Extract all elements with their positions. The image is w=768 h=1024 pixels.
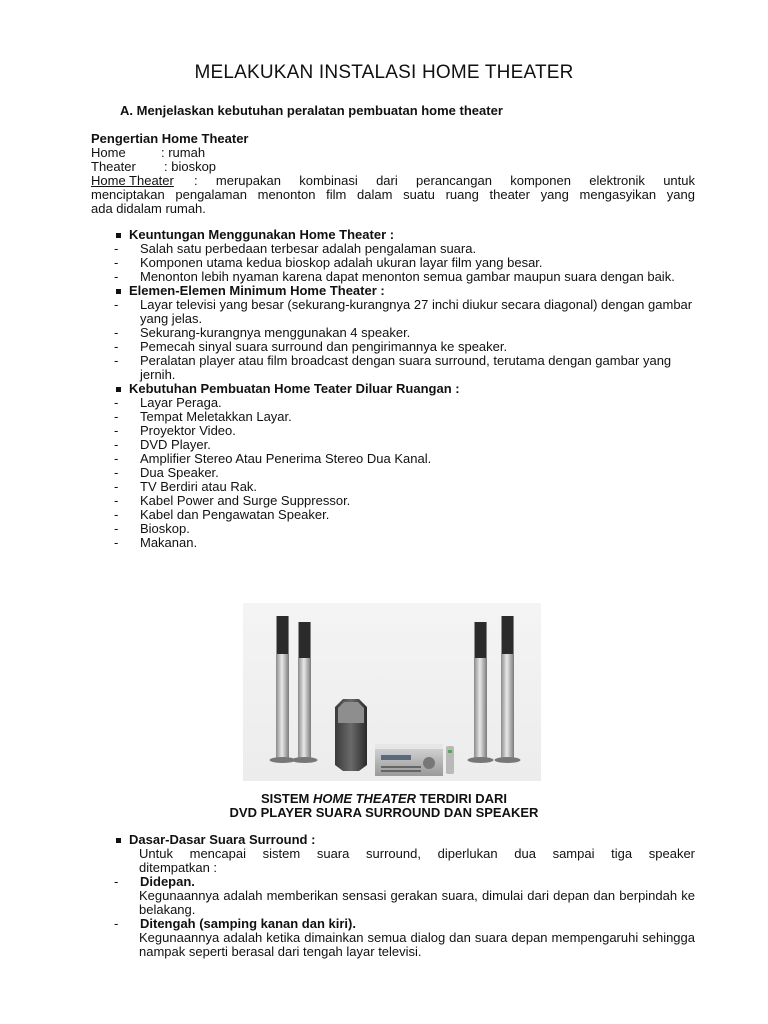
- keuntungan-item-text: Menonton lebih nyaman karena dapat menonton semua gambar maupun suara dengan baik.: [140, 269, 675, 284]
- elemen-item-text: Sekurang-kurangnya menggunakan 4 speaker.: [140, 325, 411, 340]
- dash-bullet: -: [114, 255, 119, 270]
- kebutuhan-heading: [114, 382, 695, 396]
- kebutuhan-item-text: Amplifier Stereo Atau Penerima Stereo Dua Kanal.: [140, 451, 432, 466]
- speaker-left-rear-icon: [270, 616, 296, 763]
- kebutuhan-item: [114, 424, 695, 438]
- kebutuhan-item: [114, 536, 695, 550]
- ht-def-line-2: menciptakan pengalaman menonton film dalam suatu ruang theater yang mengasyikan yang: [91, 187, 695, 202]
- dash-bullet: -: [114, 493, 119, 508]
- kebutuhan-item: [114, 438, 695, 452]
- kebutuhan-item: [114, 410, 695, 424]
- speaker-left-front-icon: [292, 622, 318, 763]
- dash-bullet: -: [114, 874, 119, 889]
- ditengah-label: Ditengah (samping kanan dan kiri).: [140, 916, 356, 931]
- page-title: MELAKUKAN INSTALASI HOME THEATER: [194, 62, 574, 83]
- elemen-item-text: Peralatan player atau film broadcast dengan suara surround, terutama dengan gambar yang jernih.: [140, 353, 672, 382]
- caption-part-c: TERDIRI DARI: [416, 791, 508, 806]
- kebutuhan-item-text: Kabel dan Pengawatan Speaker.: [140, 507, 330, 522]
- elemen-heading-text: Elemen-Elemen Minimum Home Theater :: [129, 283, 385, 298]
- caption-line-2: DVD PLAYER SUARA SURROUND DAN SPEAKER: [229, 805, 539, 820]
- dash-bullet: -: [114, 409, 119, 424]
- dash-bullet: -: [114, 353, 119, 368]
- surround-block: [114, 833, 695, 959]
- elemen-item: [114, 326, 695, 340]
- caption-part-b: HOME THEATER: [312, 791, 417, 806]
- square-bullet-icon: [116, 233, 121, 238]
- speaker-right-rear-icon: [495, 616, 521, 763]
- square-bullet-icon: [116, 289, 121, 294]
- elemen-heading: [114, 284, 695, 298]
- kebutuhan-item-text: Dua Speaker.: [140, 465, 219, 480]
- keuntungan-item-text: Komponen utama kedua bioskop adalah ukuran layar film yang besar.: [140, 255, 543, 270]
- photo-caption: [0, 792, 768, 820]
- dash-bullet: -: [114, 339, 119, 354]
- elemen-item: [114, 354, 695, 382]
- dash-bullet: -: [114, 451, 119, 466]
- kebutuhan-item-text: Proyektor Video.: [140, 423, 236, 438]
- kebutuhan-item: [114, 508, 695, 522]
- home-term: Home: [91, 145, 126, 160]
- kebutuhan-item-text: Makanan.: [140, 535, 198, 550]
- elemen-item-text: Pemecah sinyal suara surround dan pengirimannya ke speaker.: [140, 339, 508, 354]
- caption-line-1: [0, 792, 768, 806]
- kebutuhan-item: [114, 452, 695, 466]
- kebutuhan-heading-text: Kebutuhan Pembuatan Home Teater Diluar Ruangan :: [129, 381, 460, 396]
- keuntungan-item: [114, 270, 695, 284]
- dash-bullet: -: [114, 297, 119, 312]
- dash-bullet: -: [114, 465, 119, 480]
- kebutuhan-item: [114, 480, 695, 494]
- subwoofer-icon: [335, 699, 367, 771]
- intro-heading: Pengertian Home Theater: [91, 131, 249, 146]
- square-bullet-icon: [116, 838, 121, 843]
- dash-bullet: -: [114, 916, 119, 931]
- kebutuhan-item-text: DVD Player.: [140, 437, 211, 452]
- theater-term: Theater: [91, 159, 136, 174]
- ht-def-line-1: : merupakan kombinasi dari perancangan komponen elektronik untuk: [194, 173, 695, 188]
- intro-block: [91, 132, 695, 216]
- kebutuhan-item: [114, 494, 695, 508]
- kebutuhan-item-text: Tempat Meletakkan Layar.: [140, 409, 292, 424]
- dash-bullet: -: [114, 437, 119, 452]
- square-bullet-icon: [116, 387, 121, 392]
- surround-heading: [114, 833, 695, 847]
- dash-bullet: -: [114, 395, 119, 410]
- dvd-receiver-icon: [375, 744, 443, 776]
- kebutuhan-item-text: Bioskop.: [140, 521, 190, 536]
- didepan-label: Didepan.: [140, 874, 195, 889]
- home-theater-photo: [243, 603, 541, 781]
- dash-bullet: -: [114, 521, 119, 536]
- surround-intro-2: ditempatkan :: [139, 860, 218, 875]
- section-a-heading: A. Menjelaskan kebutuhan peralatan pembuatan home theater: [120, 103, 503, 118]
- theater-def: : bioskop: [164, 159, 217, 174]
- home-theater-system-illustration: [243, 603, 541, 781]
- kebutuhan-item: [114, 396, 695, 410]
- elemen-item: [114, 298, 695, 326]
- dash-bullet: -: [114, 507, 119, 522]
- surround-heading-text: Dasar-Dasar Suara Surround :: [129, 832, 316, 847]
- didepan-item: [114, 875, 695, 889]
- kebutuhan-item-text: Kabel Power and Surge Suppressor.: [140, 493, 351, 508]
- elemen-item-text: Layar televisi yang besar (sekurang-kurangnya 27 inchi diukur secara diagonal) dengan gambar yang jelas.: [140, 297, 693, 326]
- keuntungan-item: [114, 242, 695, 256]
- dash-bullet: -: [114, 269, 119, 284]
- keuntungan-item-text: Salah satu perbedaan terbesar adalah pengalaman suara.: [140, 241, 477, 256]
- kebutuhan-item: [114, 466, 695, 480]
- kebutuhan-list: [114, 396, 695, 550]
- home-theater-term: Home Theater: [91, 173, 174, 188]
- home-definition: [91, 146, 695, 160]
- keuntungan-heading: [114, 228, 695, 242]
- ditengah-text: Kegunaannya adalah ketika dimainkan semua dialog dan suara depan mempengaruhi sehingga nampak seperti berasal dari tengah layar televisi.: [139, 930, 695, 959]
- dash-bullet: -: [114, 479, 119, 494]
- remote-control-icon: [446, 746, 454, 774]
- dash-bullet: -: [114, 241, 119, 256]
- surround-intro-1: Untuk mencapai sistem suara surround, diperlukan dua sampai tiga speaker: [139, 846, 695, 861]
- kebutuhan-item: [114, 522, 695, 536]
- dash-bullet: -: [114, 325, 119, 340]
- dash-bullet: -: [114, 423, 119, 438]
- keuntungan-list: [114, 242, 695, 284]
- caption-part-a: SISTEM: [260, 791, 313, 806]
- ditengah-item: [114, 917, 695, 931]
- elemen-list: [114, 298, 695, 382]
- theater-definition: [91, 160, 695, 174]
- dash-bullet: -: [114, 535, 119, 550]
- elemen-item: [114, 340, 695, 354]
- home-def: : rumah: [161, 145, 206, 160]
- ht-def-line-3: ada didalam rumah.: [91, 201, 206, 216]
- didepan-text: Kegunaannya adalah memberikan sensasi gerakan suara, dimulai dari depan dan berpindah ke belakang.: [139, 888, 695, 917]
- speaker-right-front-icon: [468, 622, 494, 763]
- kebutuhan-item-text: TV Berdiri atau Rak.: [140, 479, 258, 494]
- keuntungan-item: [114, 256, 695, 270]
- keuntungan-heading-text: Keuntungan Menggunakan Home Theater :: [129, 227, 395, 242]
- kebutuhan-item-text: Layar Peraga.: [140, 395, 222, 410]
- lists-block: [114, 228, 695, 550]
